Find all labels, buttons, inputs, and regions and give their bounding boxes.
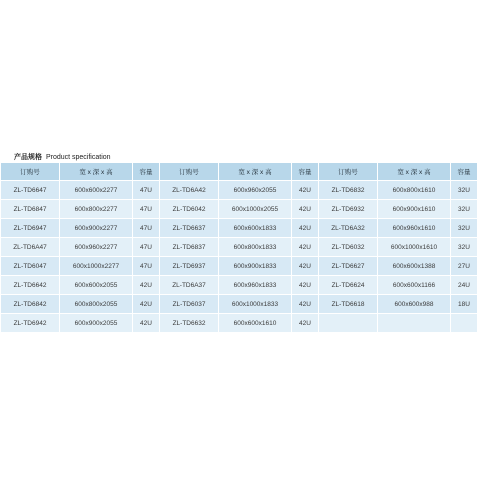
table-cell: ZL-TD6937 bbox=[160, 257, 218, 275]
table-cell: 600x600x1166 bbox=[378, 276, 450, 294]
spec-title-cn: 产品规格 bbox=[14, 154, 42, 161]
table-cell: ZL-TD6832 bbox=[319, 181, 377, 199]
table-cell: ZL-TD6642 bbox=[1, 276, 59, 294]
table-cell: 600x800x1833 bbox=[219, 238, 291, 256]
table-cell: 600x600x1610 bbox=[219, 314, 291, 332]
table-cell: 42U bbox=[133, 276, 159, 294]
table-row bbox=[1, 257, 477, 275]
header-order-no: 订购号 bbox=[319, 163, 377, 180]
table-cell: 600x960x1610 bbox=[378, 219, 450, 237]
table-cell: ZL-TD6618 bbox=[319, 295, 377, 313]
table-cell: ZL-TD6847 bbox=[1, 200, 59, 218]
header-capacity: 容量 bbox=[451, 163, 477, 180]
table-cell: ZL-TD6627 bbox=[319, 257, 377, 275]
table-cell: 42U bbox=[292, 295, 318, 313]
table-cell bbox=[378, 314, 450, 332]
table-cell bbox=[451, 314, 477, 332]
table-cell: ZL-TD6932 bbox=[319, 200, 377, 218]
table-cell: 32U bbox=[451, 238, 477, 256]
table-cell: 32U bbox=[451, 219, 477, 237]
table-cell: ZL-TD6624 bbox=[319, 276, 377, 294]
table-row bbox=[1, 200, 477, 218]
table-row bbox=[1, 238, 477, 256]
table-cell: 600x800x2277 bbox=[60, 200, 132, 218]
table-cell: 42U bbox=[292, 219, 318, 237]
spec-title bbox=[14, 152, 111, 162]
table-cell: 32U bbox=[451, 200, 477, 218]
table-cell: 600x800x1610 bbox=[378, 181, 450, 199]
header-order-no: 订购号 bbox=[1, 163, 59, 180]
table-header-row bbox=[1, 163, 477, 180]
spec-title-en: Product specification bbox=[45, 154, 111, 161]
table-cell: 18U bbox=[451, 295, 477, 313]
header-capacity: 容量 bbox=[133, 163, 159, 180]
table-cell: 600x600x2277 bbox=[60, 181, 132, 199]
table-cell: 600x960x2277 bbox=[60, 238, 132, 256]
header-order-no: 订购号 bbox=[160, 163, 218, 180]
table-cell: 600x1000x1610 bbox=[378, 238, 450, 256]
table-cell: 600x960x2055 bbox=[219, 181, 291, 199]
table-cell: ZL-TD6047 bbox=[1, 257, 59, 275]
spec-table bbox=[0, 162, 478, 333]
table-cell: 600x600x1388 bbox=[378, 257, 450, 275]
header-capacity: 容量 bbox=[292, 163, 318, 180]
table-cell: 42U bbox=[292, 181, 318, 199]
table-cell: 42U bbox=[133, 314, 159, 332]
table-cell: 47U bbox=[133, 181, 159, 199]
table-cell: 600x960x1833 bbox=[219, 276, 291, 294]
table-cell: ZL-TD6A37 bbox=[160, 276, 218, 294]
table-cell: ZL-TD6837 bbox=[160, 238, 218, 256]
table-cell: 600x900x1610 bbox=[378, 200, 450, 218]
table-cell: 42U bbox=[292, 238, 318, 256]
table-cell: 600x1000x2277 bbox=[60, 257, 132, 275]
table-cell: ZL-TD6842 bbox=[1, 295, 59, 313]
header-dimensions: 宽 x 深 x 高 bbox=[60, 163, 132, 180]
table-cell: 600x900x2277 bbox=[60, 219, 132, 237]
table-cell: 47U bbox=[133, 238, 159, 256]
table-cell bbox=[319, 314, 377, 332]
table-cell: 600x800x2055 bbox=[60, 295, 132, 313]
table-row bbox=[1, 181, 477, 199]
table-cell: 600x600x988 bbox=[378, 295, 450, 313]
table-cell: ZL-TD6037 bbox=[160, 295, 218, 313]
table-cell: ZL-TD6A42 bbox=[160, 181, 218, 199]
header-dimensions: 宽 x 深 x 高 bbox=[219, 163, 291, 180]
table-cell: ZL-TD6632 bbox=[160, 314, 218, 332]
table-row bbox=[1, 295, 477, 313]
table-row bbox=[1, 276, 477, 294]
table-cell: 600x1000x2055 bbox=[219, 200, 291, 218]
table-cell: ZL-TD6A32 bbox=[319, 219, 377, 237]
table-cell: 32U bbox=[451, 181, 477, 199]
table-cell: 47U bbox=[133, 257, 159, 275]
table-cell: 600x1000x1833 bbox=[219, 295, 291, 313]
table-cell: 24U bbox=[451, 276, 477, 294]
table-cell: ZL-TD6947 bbox=[1, 219, 59, 237]
table-cell: 27U bbox=[451, 257, 477, 275]
table-cell: ZL-TD6637 bbox=[160, 219, 218, 237]
table-cell: 42U bbox=[292, 200, 318, 218]
table-cell: ZL-TD6042 bbox=[160, 200, 218, 218]
table-cell: 42U bbox=[292, 314, 318, 332]
header-dimensions: 宽 x 深 x 高 bbox=[378, 163, 450, 180]
table-cell: ZL-TD6647 bbox=[1, 181, 59, 199]
table-cell: 600x900x2055 bbox=[60, 314, 132, 332]
table-cell: 600x900x1833 bbox=[219, 257, 291, 275]
table-cell: 47U bbox=[133, 200, 159, 218]
table-cell: 42U bbox=[292, 276, 318, 294]
table-row bbox=[1, 219, 477, 237]
table-cell: 42U bbox=[292, 257, 318, 275]
table-cell: 47U bbox=[133, 219, 159, 237]
table-cell: ZL-TD6032 bbox=[319, 238, 377, 256]
table-cell: ZL-TD6942 bbox=[1, 314, 59, 332]
table-cell: ZL-TD6A47 bbox=[1, 238, 59, 256]
table-cell: 600x600x1833 bbox=[219, 219, 291, 237]
table-cell: 42U bbox=[133, 295, 159, 313]
table-row bbox=[1, 314, 477, 332]
table-cell: 600x600x2055 bbox=[60, 276, 132, 294]
